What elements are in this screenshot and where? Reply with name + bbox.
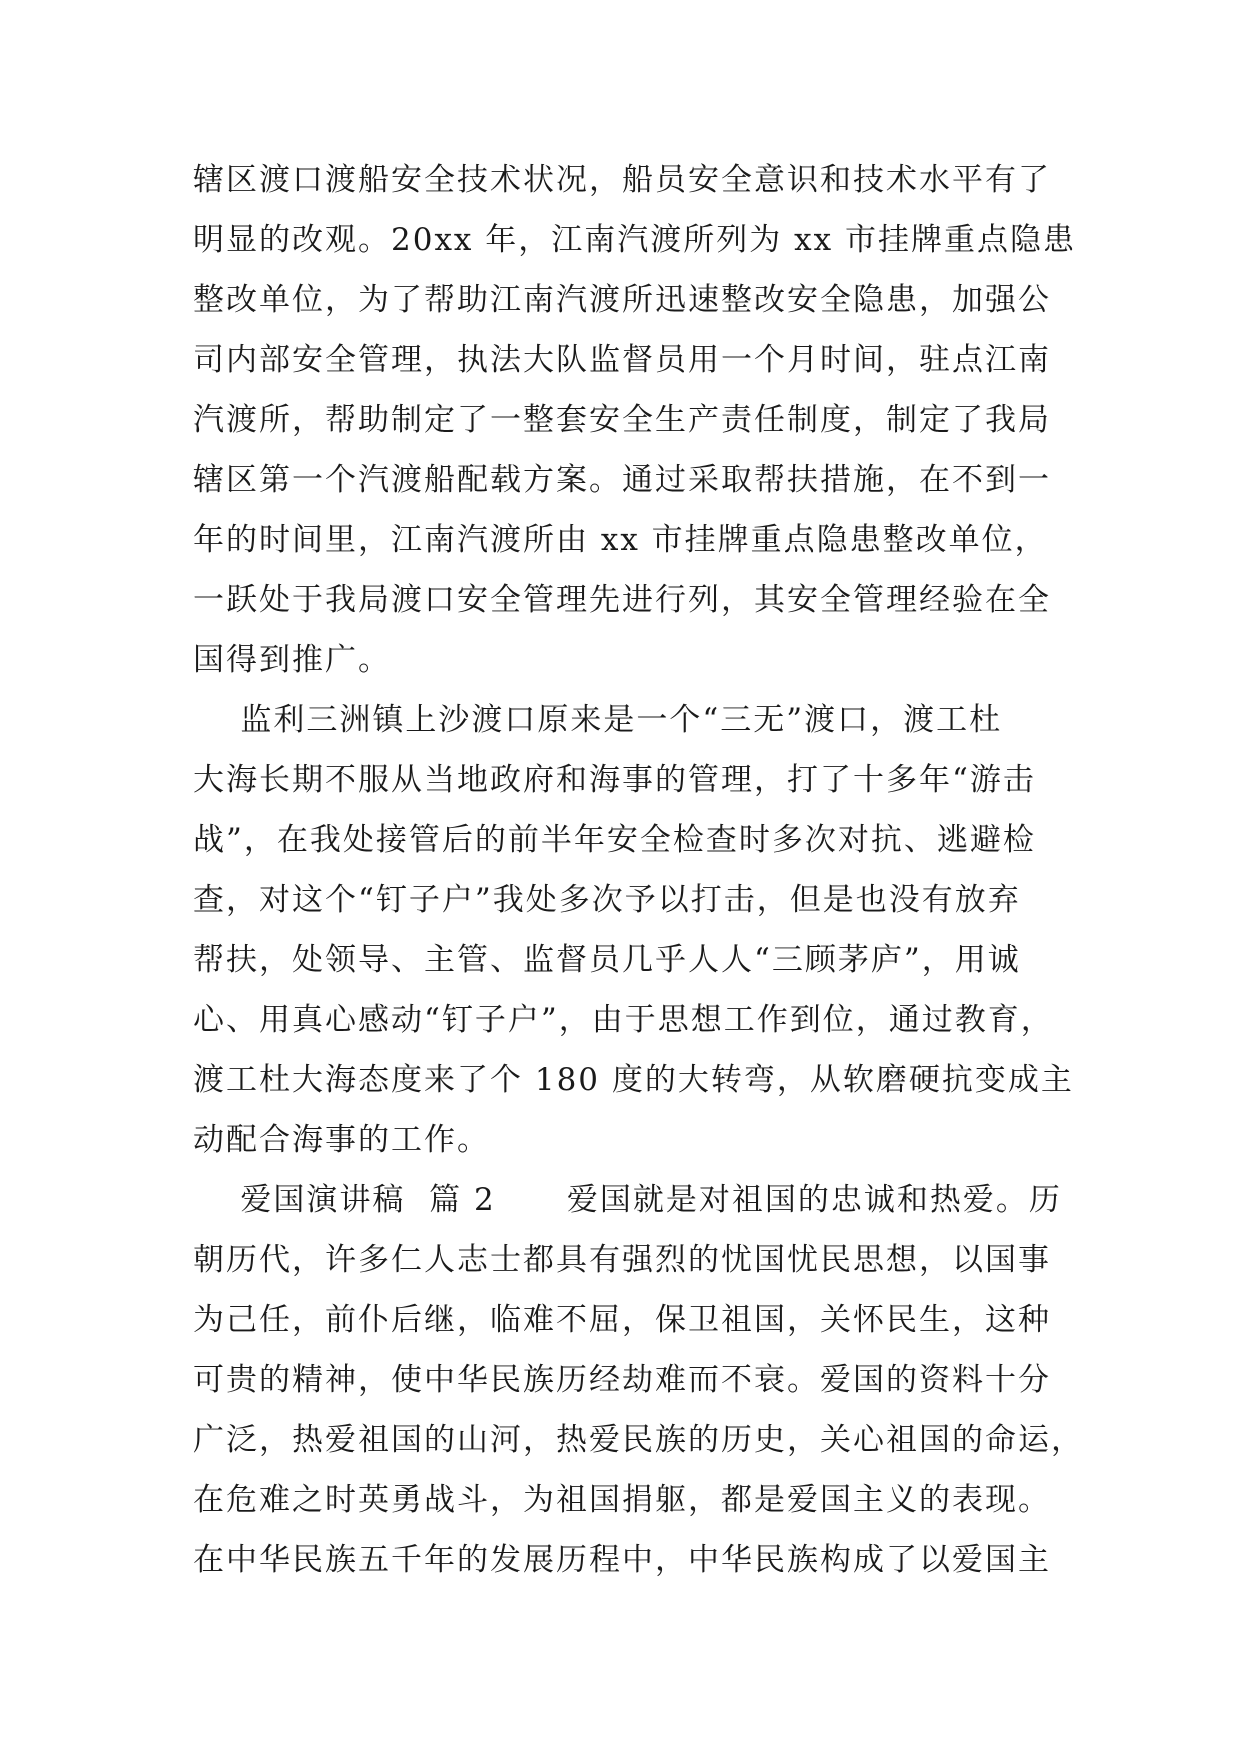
text-line: 明显的改观。20xx 年，江南汽渡所列为 xx 市挂牌重点隐患 (193, 222, 1076, 258)
text-line: 辖区渡口渡船安全技术状况，船员安全意识和技术水平有了 (193, 162, 1051, 198)
text-line: 年的时间里，江南汽渡所由 xx 市挂牌重点隐患整改单位， (193, 522, 1048, 558)
text-line: 在中华民族五千年的发展历程中，中华民族构成了以爱国主 (193, 1542, 1051, 1578)
text-line: 可贵的精神，使中华民族历经劫难而不衰。爱国的资料十分 (193, 1362, 1051, 1398)
text-line: 在危难之时英勇战斗，为祖国捐躯，都是爱国主义的表现。 (193, 1482, 1051, 1518)
text-line: 查，对这个“钉子户”我处多次予以打击，但是也没有放弃 (193, 882, 1021, 918)
text-line: 一跃处于我局渡口安全管理先进行列，其安全管理经验在全 (193, 582, 1051, 618)
text-line: 汽渡所，帮助制定了一整套安全生产责任制度，制定了我局 (193, 402, 1051, 438)
text-line: 国得到推广。 (193, 642, 391, 678)
text-line: 心、用真心感动“钉子户”，由于思想工作到位，通过教育， (193, 1002, 1054, 1038)
text-line: 朝历代，许多仁人志士都具有强烈的忧国忧民思想，以国事 (193, 1242, 1051, 1278)
text-line: 大海长期不服从当地政府和海事的管理，打了十多年“游击 (193, 762, 1036, 798)
body-text (193, 158, 1084, 1598)
text-line: 辖区第一个汽渡船配载方案。通过采取帮扶措施，在不到一 (193, 462, 1051, 498)
text-line: 广泛，热爱祖国的山河，热爱民族的历史，关心祖国的命运， (193, 1422, 1084, 1458)
text-line: 帮扶，处领导、主管、监督员几乎人人“三顾茅庐”，用诚 (193, 942, 1021, 978)
text-line: 为己任，前仆后继，临难不屈，保卫祖国，关怀民生，这种 (193, 1302, 1051, 1338)
text-line: 动配合海事的工作。 (193, 1122, 490, 1158)
text-line: 司内部安全管理，执法大队监督员用一个月时间，驻点江南 (193, 342, 1051, 378)
text-line: 整改单位，为了帮助江南汽渡所迅速整改安全隐患，加强公 (193, 282, 1051, 318)
text-line: 渡工杜大海态度来了个 180 度的大转弯，从软磨硬抗变成主 (193, 1062, 1074, 1098)
text-line: 战”，在我处接管后的前半年安全检查时多次对抗、逃避检 (193, 822, 1036, 858)
text-line: 监利三洲镇上沙渡口原来是一个“三无”渡口，渡工杜 (193, 702, 1003, 738)
text-line: 爱国演讲稿 篇 2 爱国就是对祖国的忠诚和热爱。历 (193, 1182, 1062, 1218)
